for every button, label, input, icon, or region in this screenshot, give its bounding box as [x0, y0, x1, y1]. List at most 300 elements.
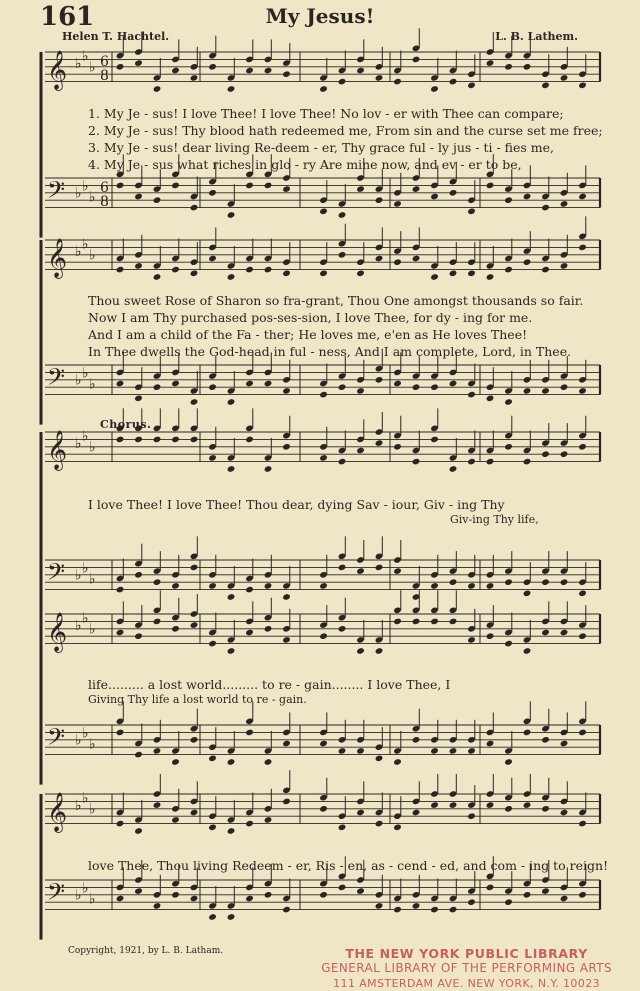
flat-sign: ♭	[75, 732, 82, 749]
bass-clef: 𝄢	[47, 558, 66, 591]
note-head	[541, 736, 550, 744]
chorus-line-2: life......... a lost world......... to re - gain........ I love Thee, I	[88, 677, 451, 692]
note-head	[375, 376, 384, 384]
note-head	[338, 78, 347, 86]
note-head	[338, 625, 347, 633]
verse-2-line-1: 2. My Je - sus! Thy blood hath redeemed me, From sin and the curse set me free;	[88, 123, 603, 138]
note-head	[338, 564, 347, 572]
note-head	[449, 270, 458, 278]
note-head	[282, 798, 291, 806]
note-head	[467, 82, 476, 90]
note-head	[486, 801, 495, 809]
note-head	[134, 436, 143, 444]
bass-clef: 𝄢	[47, 176, 66, 209]
note-head	[171, 436, 180, 444]
note-head	[190, 398, 199, 406]
note-head	[356, 567, 365, 575]
flat-sign: ♭	[89, 376, 96, 393]
note-head	[560, 262, 569, 270]
note-head	[319, 454, 328, 462]
flat-sign: ♭	[82, 365, 89, 382]
note-head	[190, 621, 199, 629]
note-head	[264, 182, 273, 190]
flat-sign: ♭	[75, 618, 82, 634]
note-head	[504, 640, 513, 648]
note-head	[375, 196, 384, 204]
note-head	[356, 185, 365, 193]
note-head	[208, 640, 217, 648]
note-head	[319, 891, 328, 899]
verse-1-line-1: 1. My Je - sus! I love Thee! I love Thee! No lov - er with Thee can compare;	[88, 106, 564, 121]
note-head	[227, 647, 236, 655]
stamp-line-3: 111 AMSTERDAM AVE. NEW YORK, N.Y. 10023	[333, 977, 601, 990]
note-head	[116, 182, 125, 190]
note-head	[412, 618, 421, 626]
note-head	[208, 755, 217, 763]
flat-sign: ♭	[89, 571, 96, 588]
note-head	[153, 801, 162, 809]
note-head	[264, 380, 273, 388]
flat-sign: ♭	[82, 178, 89, 195]
note-head	[227, 827, 236, 835]
flat-sign: ♭	[82, 48, 89, 65]
note-head	[227, 398, 236, 406]
flat-sign: ♭	[89, 621, 96, 638]
note-head	[116, 895, 125, 903]
note-head	[153, 618, 162, 626]
note-head	[319, 582, 328, 590]
note-head	[523, 193, 532, 201]
note-head	[541, 387, 550, 395]
note-head	[245, 67, 254, 75]
note-head	[541, 805, 550, 813]
note-head	[560, 629, 569, 637]
note-head	[116, 729, 125, 737]
note-head	[282, 70, 291, 78]
note-head	[504, 398, 513, 406]
note-head	[430, 193, 439, 201]
note-head	[375, 902, 384, 910]
note-head	[504, 805, 513, 813]
flat-sign: ♭	[75, 372, 82, 389]
note-head	[134, 827, 143, 835]
note-head	[282, 443, 291, 451]
note-head	[393, 567, 402, 575]
note-head	[375, 74, 384, 82]
note-head	[467, 636, 476, 644]
note-head	[264, 67, 273, 75]
note-head	[264, 816, 273, 824]
note-head	[393, 78, 402, 86]
note-head	[412, 809, 421, 817]
note-head	[171, 625, 180, 633]
note-head	[504, 443, 513, 451]
note-head	[134, 395, 143, 403]
note-head	[227, 273, 236, 281]
note-head	[430, 582, 439, 590]
note-head	[356, 887, 365, 895]
note-head	[190, 895, 199, 903]
stamp-line-1: THE NEW YORK PUBLIC LIBRARY	[345, 946, 588, 961]
note-head	[208, 913, 217, 921]
note-head	[227, 758, 236, 766]
verse-3-line-1: 3. My Je - sus! dear living Re-deem - er, Thy grace ful - ly jus - ti - fies me,	[88, 140, 555, 155]
note-head	[393, 258, 402, 266]
chorus-line-3: love Thee, Thou living Redeem - er, Ris - en, as - cend - ed, and com - ing to reign!	[88, 858, 609, 873]
note-head	[264, 891, 273, 899]
note-head	[560, 809, 569, 817]
verse-1-line-2: Thou sweet Rose of Sharon so fra-grant, Thou One amongst thousands so fair.	[88, 293, 584, 308]
note-head	[541, 629, 550, 637]
note-head	[190, 204, 199, 212]
note-head	[430, 273, 439, 281]
note-head	[116, 63, 125, 71]
note-head	[245, 266, 254, 274]
chorus-line-1-alto: Giv-ing Thy life,	[450, 513, 539, 526]
note-head	[116, 436, 125, 444]
note-head	[356, 270, 365, 278]
note-head	[116, 820, 125, 828]
note-head	[116, 586, 125, 594]
note-head	[356, 809, 365, 817]
note-head	[171, 182, 180, 190]
time-signature: 8	[100, 194, 109, 210]
note-head	[375, 255, 384, 263]
flat-sign: ♭	[82, 428, 89, 445]
note-head	[153, 196, 162, 204]
treble-clef: 𝄞	[47, 50, 68, 90]
note-head	[393, 758, 402, 766]
note-head	[190, 74, 199, 82]
composer-credit: L. B. Lathem.	[495, 30, 578, 43]
note-head	[190, 736, 199, 744]
note-head	[153, 578, 162, 586]
note-head	[486, 582, 495, 590]
note-head	[245, 820, 254, 828]
note-head	[430, 801, 439, 809]
note-head	[190, 270, 199, 278]
note-head	[449, 465, 458, 473]
note-head	[578, 82, 587, 90]
note-head	[338, 884, 347, 892]
note-head	[393, 618, 402, 626]
treble-clef: 𝄞	[47, 612, 68, 652]
note-head	[356, 387, 365, 395]
note-head	[578, 632, 587, 640]
flat-sign: ♭	[89, 801, 96, 818]
note-head	[208, 582, 217, 590]
note-head	[245, 895, 254, 903]
note-head	[486, 458, 495, 466]
note-head	[375, 439, 384, 447]
note-head	[171, 816, 180, 824]
note-head	[486, 632, 495, 640]
treble-clef: 𝄞	[47, 792, 68, 832]
flat-sign: ♭	[89, 891, 96, 908]
chorus-label: Chorus.	[100, 418, 152, 431]
flat-sign: ♭	[75, 798, 82, 814]
note-head	[504, 63, 513, 71]
note-head	[486, 884, 495, 892]
note-head	[578, 729, 587, 737]
note-head	[171, 67, 180, 75]
note-head	[264, 266, 273, 274]
note-head	[375, 564, 384, 572]
note-head	[578, 891, 587, 899]
note-head	[449, 618, 458, 626]
verse-4-line-2: In Thee dwells the God-head in ful - ness, And I am complete, Lord, in Thee.	[88, 344, 572, 359]
note-head	[523, 387, 532, 395]
note-head	[190, 564, 199, 572]
bass-clef: 𝄢	[47, 878, 66, 911]
note-head	[208, 454, 217, 462]
flat-sign: ♭	[75, 436, 82, 452]
note-head	[541, 266, 550, 274]
note-head	[153, 85, 162, 93]
note-head	[504, 758, 513, 766]
note-head	[504, 898, 513, 906]
note-head	[134, 751, 143, 759]
note-head	[560, 450, 569, 458]
note-head	[541, 204, 550, 212]
note-head	[134, 887, 143, 895]
flat-sign: ♭	[82, 725, 89, 742]
note-head	[338, 824, 347, 832]
chorus-line-2-alto: Giving Thy life a lost world to re - gain.	[88, 693, 307, 706]
note-head	[208, 255, 217, 263]
note-head	[541, 82, 550, 90]
note-head	[264, 582, 273, 590]
note-head	[116, 380, 125, 388]
note-head	[430, 436, 439, 444]
flat-sign: ♭	[75, 56, 82, 72]
note-head	[208, 824, 217, 832]
note-head	[356, 67, 365, 75]
note-head	[523, 891, 532, 899]
note-head	[449, 906, 458, 914]
note-head	[523, 801, 532, 809]
note-head	[412, 736, 421, 744]
note-head	[245, 436, 254, 444]
note-head	[560, 200, 569, 208]
note-head	[190, 809, 199, 817]
time-signature: 8	[100, 68, 109, 84]
time-signature: 6	[100, 180, 109, 196]
note-head	[560, 74, 569, 82]
note-head	[116, 266, 125, 274]
note-head	[264, 625, 273, 633]
note-head	[393, 906, 402, 914]
note-head	[282, 636, 291, 644]
note-head	[153, 436, 162, 444]
note-head	[319, 208, 328, 216]
note-head	[541, 578, 550, 586]
note-head	[467, 458, 476, 466]
note-head	[227, 593, 236, 601]
note-head	[504, 196, 513, 204]
note-head	[449, 747, 458, 755]
note-head	[153, 273, 162, 281]
note-head	[560, 578, 569, 586]
note-head	[523, 63, 532, 71]
note-head	[282, 740, 291, 748]
note-head	[560, 895, 569, 903]
stamp-line-2: GENERAL LIBRARY OF THE PERFORMING ARTS	[321, 961, 612, 975]
note-head	[282, 593, 291, 601]
treble-clef: 𝄞	[47, 238, 68, 278]
flat-sign: ♭	[75, 567, 82, 584]
hymn-title: My Jesus!	[265, 4, 375, 28]
note-head	[208, 63, 217, 71]
note-head	[375, 755, 384, 763]
note-head	[319, 740, 328, 748]
note-head	[208, 189, 217, 197]
copyright-notice: Copyright, 1921, by L. B. Latham.	[68, 946, 224, 956]
note-head	[245, 629, 254, 637]
note-head	[338, 211, 347, 219]
flat-sign: ♭	[75, 887, 82, 904]
note-head	[134, 193, 143, 201]
note-head	[430, 383, 439, 391]
verse-2-line-2: Now I am Thy purchased pos-ses-sion, I love Thee, for dy - ing for me.	[88, 310, 533, 325]
flat-sign: ♭	[82, 610, 89, 627]
note-head	[153, 383, 162, 391]
note-head	[449, 78, 458, 86]
time-signature: 6	[100, 54, 109, 70]
note-head	[412, 185, 421, 193]
note-head	[338, 251, 347, 259]
flat-sign: ♭	[89, 439, 96, 456]
note-head	[449, 578, 458, 586]
flat-sign: ♭	[82, 790, 89, 807]
note-head	[338, 747, 347, 755]
note-head	[227, 465, 236, 473]
note-head	[171, 582, 180, 590]
chorus-line-1: I love Thee! I love Thee! Thou dear, dying Sav - iour, Giv - ing Thy	[88, 497, 505, 512]
note-head	[449, 380, 458, 388]
note-head	[541, 887, 550, 895]
note-head	[208, 383, 217, 391]
note-head	[319, 632, 328, 640]
note-head	[412, 458, 421, 466]
verse-3-line-2: And I am a child of the Fa - ther; He loves me, e'en as He loves Thee!	[88, 327, 528, 342]
note-head	[171, 266, 180, 274]
note-head	[227, 913, 236, 921]
note-head	[412, 255, 421, 263]
author-credit: Helen T. Hachtel.	[62, 30, 170, 43]
note-head	[523, 458, 532, 466]
note-head	[578, 443, 587, 451]
note-head	[134, 632, 143, 640]
note-head	[264, 465, 273, 473]
note-head	[134, 571, 143, 579]
note-head	[467, 747, 476, 755]
bass-clef: 𝄢	[47, 723, 66, 756]
note-head	[467, 270, 476, 278]
note-head	[449, 189, 458, 197]
note-head	[134, 262, 143, 270]
note-head	[523, 258, 532, 266]
note-head	[486, 182, 495, 190]
note-head	[541, 450, 550, 458]
note-head	[338, 458, 347, 466]
note-head	[338, 383, 347, 391]
note-head	[578, 387, 587, 395]
note-head	[486, 59, 495, 67]
note-head	[504, 266, 513, 274]
note-head	[393, 824, 402, 832]
note-head	[578, 820, 587, 828]
flat-sign: ♭	[89, 189, 96, 206]
note-head	[319, 391, 328, 399]
note-head	[245, 729, 254, 737]
note-head	[578, 193, 587, 201]
note-head	[356, 647, 365, 655]
note-head	[430, 747, 439, 755]
note-head	[486, 395, 495, 403]
note-head	[356, 447, 365, 455]
note-head	[430, 85, 439, 93]
flat-sign: ♭	[89, 59, 96, 76]
note-head	[190, 436, 199, 444]
note-head	[227, 211, 236, 219]
note-head	[467, 391, 476, 399]
note-head	[282, 270, 291, 278]
note-head	[245, 586, 254, 594]
flat-sign: ♭	[82, 236, 89, 253]
note-head	[171, 891, 180, 899]
flat-sign: ♭	[89, 247, 96, 264]
note-head	[467, 208, 476, 216]
note-head	[412, 383, 421, 391]
note-head	[153, 747, 162, 755]
note-head	[523, 590, 532, 598]
note-head	[578, 244, 587, 252]
note-head	[375, 820, 384, 828]
note-head	[319, 85, 328, 93]
note-head	[449, 801, 458, 809]
note-head	[282, 387, 291, 395]
note-head	[467, 898, 476, 906]
note-head	[412, 56, 421, 64]
note-head	[245, 380, 254, 388]
note-head	[134, 59, 143, 67]
note-head	[171, 758, 180, 766]
treble-clef: 𝄞	[47, 430, 68, 470]
note-head	[504, 578, 513, 586]
note-head	[486, 740, 495, 748]
bass-clef: 𝄢	[47, 363, 66, 396]
flat-sign: ♭	[75, 185, 82, 202]
flat-sign: ♭	[75, 244, 82, 260]
note-head	[264, 758, 273, 766]
note-head	[560, 383, 569, 391]
flat-sign: ♭	[82, 560, 89, 577]
note-head	[560, 740, 569, 748]
note-head	[282, 185, 291, 193]
note-head	[393, 200, 402, 208]
note-head	[245, 182, 254, 190]
note-head	[523, 647, 532, 655]
note-head	[282, 906, 291, 914]
note-head	[393, 443, 402, 451]
library-stamp	[321, 946, 612, 991]
note-head	[319, 805, 328, 813]
verse-4-line-1: 4. My Je - sus what riches in glo - ry Are mine now, and ev - er to be,	[88, 157, 522, 172]
note-head	[171, 380, 180, 388]
note-head	[356, 747, 365, 755]
note-head	[467, 812, 476, 820]
